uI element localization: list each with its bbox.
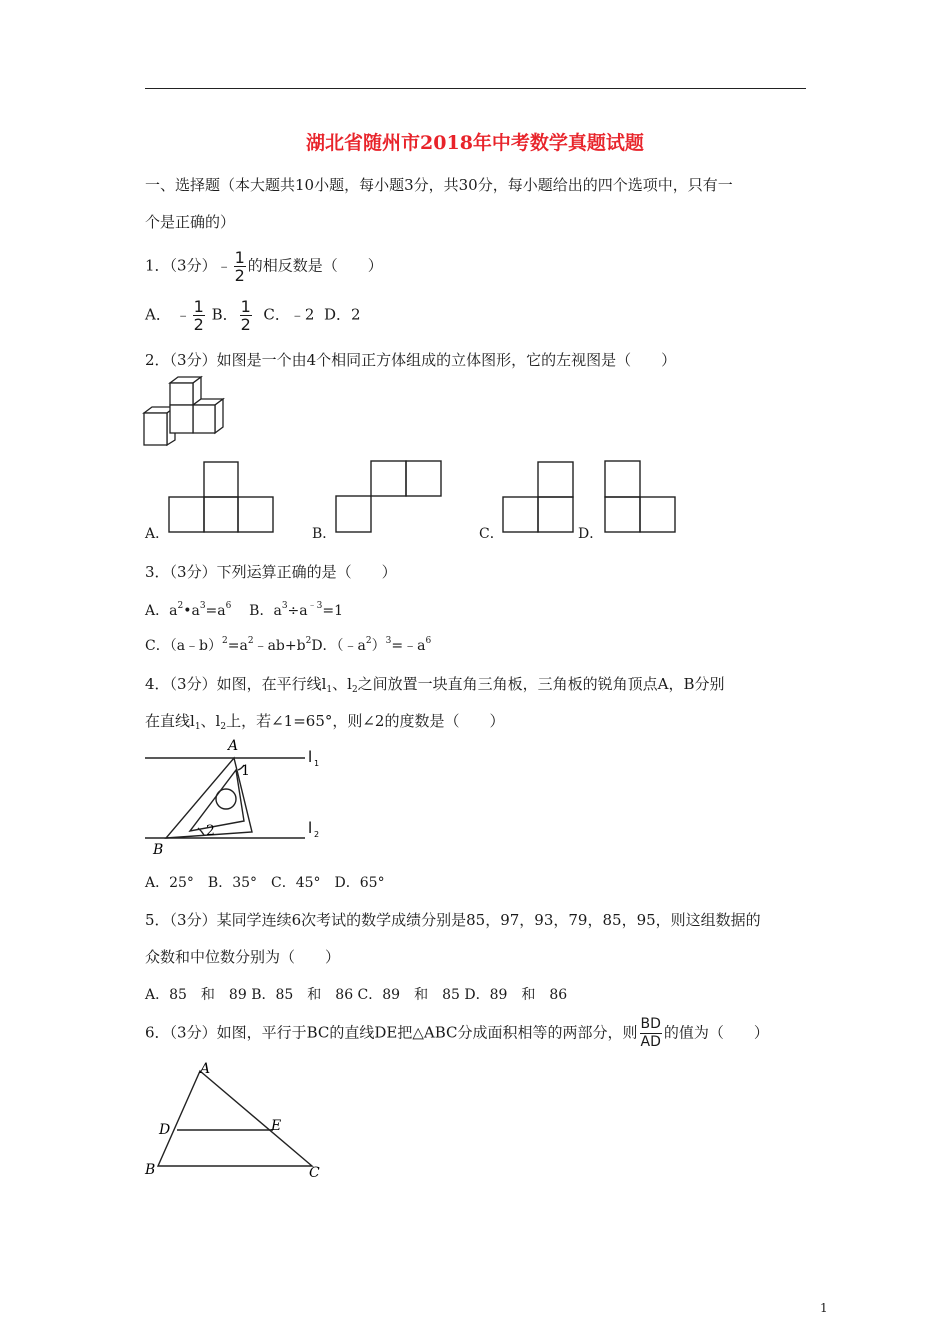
q2-option-a-label: A． <box>145 526 170 542</box>
fraction-bd-ad: $\frac{BD}{AD}$ <box>640 1016 661 1050</box>
svg-text:C: C <box>309 1165 320 1181</box>
q2-option-a-figure <box>168 460 278 535</box>
question-6: 6．（3分）如图，平行于BC的直线DE把△ABC分成面积相等的两部分，则 $\frac{BD}{AD}$ 的值为（ ） <box>145 1016 769 1050</box>
question-3: 3．（3分）下列运算正确的是（ ） <box>145 563 397 581</box>
cube-solid-figure <box>140 375 230 450</box>
option-d: D．2 <box>323 305 361 324</box>
svg-text:1: 1 <box>314 759 320 768</box>
question-3-options-ab: A．$a^2•a^3=a^6$ B．$a^3\div a^{﹣3}=1$ <box>145 601 343 619</box>
svg-text:l: l <box>308 748 313 766</box>
q2-option-b-label: B． <box>312 526 337 542</box>
question-2: 2．（3分）如图是一个由4个相同正方体组成的立体图形，它的左视图是（ ） <box>145 351 677 369</box>
option-a-label: A． <box>145 305 171 324</box>
svg-text:A: A <box>228 738 239 754</box>
fraction: $\frac{1}{2}$ <box>234 248 245 285</box>
q2-option-d-label: D． <box>578 526 604 542</box>
svg-text:B: B <box>153 842 164 858</box>
question-4-line1: 4．（3分）如图，在平行线$l_1$、$l_2$之间放置一块直角三角板，三角板的锐角顶点A，B分别 <box>145 675 725 695</box>
q2-option-d-figure <box>604 460 684 535</box>
q2-option-c-label: C． <box>479 526 504 542</box>
svg-text:B: B <box>145 1162 156 1178</box>
section-heading-line2: 个是正确的） <box>145 213 236 231</box>
question-5-options: A．85 和 89 B．85 和 86 C．89 和 85 D．89 和 86 <box>145 987 568 1003</box>
option-a-fraction: $\frac{1}{2}$ <box>193 297 204 334</box>
question-3-options-cd: C．$(a﹣b)^2=a^2﹣ab+b^2D$．$(﹣a^2)^3=﹣a^6$ <box>145 636 432 654</box>
triangle-abc-figure <box>140 1060 335 1185</box>
option-b-fraction: $\frac{1}{2}$ <box>240 297 251 334</box>
question-1: 1．（3分）﹣ $\frac{1}{2}$ 的相反数是（ ） <box>145 248 383 285</box>
question-4-options: A．25° B．35° C．45° D．65° <box>145 875 385 891</box>
question-5-line2: 众数和中位数分别为（ ） <box>145 948 341 966</box>
q2-option-c-figure <box>502 460 582 535</box>
option-b-label: B． <box>211 305 238 324</box>
svg-text:E: E <box>271 1118 282 1134</box>
svg-text:l: l <box>308 819 313 837</box>
question-5-line1: 5．（3分）某同学连续6次考试的数学成绩分别是85，97，93，79，85，95，则这组数据的 <box>145 911 761 929</box>
svg-text:D: D <box>159 1122 171 1138</box>
question-1-options: A． ﹣ $\frac{1}{2}$ B． $\frac{1}{2}$ C．﹣2 D．2 <box>145 297 361 334</box>
header-rule <box>145 88 806 89</box>
svg-text:2: 2 <box>314 830 320 839</box>
page-number: 1 <box>820 1301 828 1315</box>
svg-text:1: 1 <box>241 763 250 779</box>
question-4-line2: 在直线$l_1$、$l_2$上，若∠1=65°，则∠2的度数是（ ） <box>145 712 505 732</box>
page-title: 湖北省随州市2018年中考数学真题试题 <box>306 132 644 154</box>
q2-option-b-figure <box>335 460 445 535</box>
parallel-lines-triangle-figure <box>140 735 330 860</box>
svg-text:A: A <box>200 1061 211 1077</box>
option-c: C．﹣2 <box>263 305 315 324</box>
section-heading-line1: 一、选择题（本大题共10小题，每小题3分，共30分，每小题给出的四个选项中，只有一 <box>145 176 733 194</box>
svg-text:2: 2 <box>206 823 215 839</box>
